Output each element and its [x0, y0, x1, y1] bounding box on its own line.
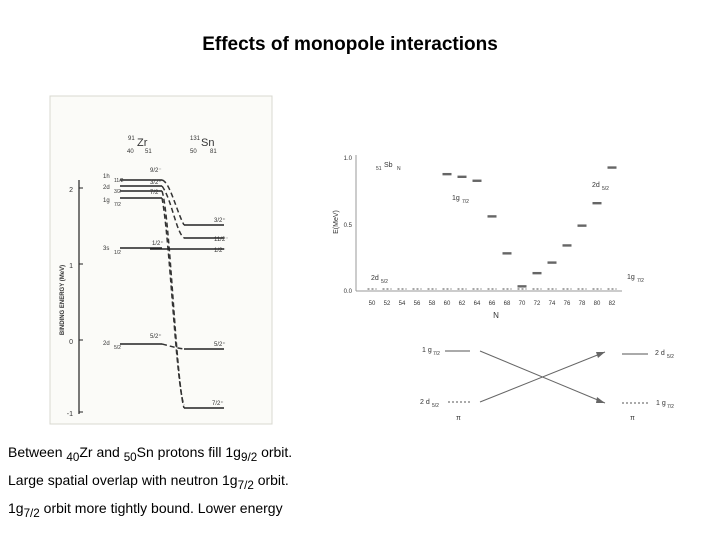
chart-xtick-label: 56 [413, 301, 421, 307]
zr-level-label: 2d [103, 185, 110, 191]
sn-n: 81 [210, 149, 217, 155]
chart-ytick-label: 0.0 [343, 289, 352, 295]
mid-level-label: 7/2⁺ [150, 190, 162, 196]
level-scheme-figure [50, 96, 272, 424]
zr-level-label: 1g [103, 198, 110, 204]
chart-y-axis-label: E(MeV) [333, 210, 340, 234]
chart-ytick-label: 0.5 [343, 223, 352, 229]
crossing-line [480, 352, 605, 402]
sn-level-label: 1/2⁺ [214, 248, 226, 254]
schematic-left-axis-label: π [456, 415, 461, 422]
chart-xtick-label: 66 [488, 301, 496, 307]
y-axis-label: BINDING ENERGY (MeV) [60, 264, 66, 336]
zr-z: 40 [127, 149, 134, 155]
sn-symbol: Sn [201, 137, 215, 149]
mid-level-label: 9/2⁻ [150, 168, 162, 174]
series-label: 2d [592, 182, 600, 189]
svg-text:5/2: 5/2 [114, 345, 121, 351]
chart-xtick-label: 80 [593, 301, 601, 307]
chart-xtick-label: 64 [473, 301, 481, 307]
chart-nucleus-symbol: Sb [384, 162, 393, 169]
sn-level-label: 7/2⁺ [212, 401, 224, 407]
chart-x-axis-label: N [493, 311, 499, 320]
schematic-right-top-label: 2 d [655, 350, 665, 357]
schematic-left-top-label: 1 g [422, 347, 432, 354]
zr-n: 51 [145, 149, 152, 155]
chart-xtick-label: 68 [503, 301, 511, 307]
svg-text:5/2: 5/2 [432, 403, 439, 409]
series-label: 1g [627, 274, 635, 281]
caption [8, 441, 292, 524]
zr-mass-number: 91 [128, 136, 135, 142]
zr-symbol: Zr [137, 137, 148, 149]
sn-level-label: 11/2⁻ [214, 237, 229, 243]
mid-level-label: 1/2⁺ [152, 241, 164, 247]
chart-xtick-label: 62 [458, 301, 466, 307]
svg-text:11/2: 11/2 [114, 178, 124, 184]
figure-frame [50, 96, 272, 424]
page-title: Effects of monopole interactions [202, 34, 498, 55]
svg-text:3/2: 3/2 [114, 189, 121, 195]
zr-level-label: 1h [103, 174, 110, 180]
ytick-label: 0 [69, 339, 73, 346]
chart-xtick-label: 58 [428, 301, 436, 307]
series-label: 1g [452, 195, 460, 202]
schematic-left-bottom-label: 2 d [420, 399, 430, 406]
svg-text:7/2: 7/2 [114, 202, 121, 208]
series-label: 2d [371, 275, 379, 282]
svg-text:5/2: 5/2 [602, 186, 609, 192]
svg-text:5/2: 5/2 [667, 354, 674, 360]
energy-chart [333, 155, 644, 320]
chart-ytick-label: 1.0 [343, 156, 352, 162]
ytick-label: 2 [69, 187, 73, 194]
chart-xtick-label: 82 [608, 301, 616, 307]
schematic-right-axis-label: π [630, 415, 635, 422]
crossing-schematic [420, 347, 674, 422]
svg-text:7/2: 7/2 [462, 199, 469, 205]
schematic-right-bottom-label: 1 g [656, 400, 666, 407]
svg-text:1/2: 1/2 [114, 250, 121, 256]
chart-xtick-label: 76 [563, 301, 571, 307]
zr-level-label: 3s [103, 246, 110, 252]
chart-xtick-label: 52 [383, 301, 391, 307]
caption-line-2: Large spatial overlap with neutron $1g_{7/2}$ orbit. [8, 471, 289, 492]
chart-xtick-label: 70 [518, 301, 526, 307]
sn-level-label: 3/2⁺ [214, 218, 226, 224]
mid-level-label: 5/2⁺ [150, 334, 162, 340]
svg-text:7/2: 7/2 [433, 351, 440, 357]
mid-level-label: 3/2⁺ [150, 180, 162, 186]
chart-xtick-label: 72 [533, 301, 541, 307]
svg-text:5/2: 5/2 [381, 279, 388, 285]
zr-level-label: 2d [103, 341, 110, 347]
ytick-label: -1 [66, 411, 73, 418]
svg-text:7/2: 7/2 [667, 404, 674, 410]
chart-xtick-label: 78 [578, 301, 586, 307]
chart-nucleus-sub: N [397, 166, 401, 172]
sn-level-label: 5/2⁺ [214, 342, 226, 348]
sn-mass-number: 131 [190, 136, 201, 142]
chart-nucleus-mass: 51 [376, 166, 382, 172]
sn-z: 50 [190, 149, 197, 155]
chart-xtick-label: 60 [443, 301, 451, 307]
chart-xtick-label: 50 [368, 301, 376, 307]
caption-line-3: $1g_{7/2}$ orbit more tightly bound. Lower energy [8, 499, 283, 520]
ytick-label: 1 [69, 263, 73, 270]
chart-xtick-label: 74 [548, 301, 556, 307]
caption-line-1: Between $_{40}$Zr and $_{50}$Sn protons fill $1g_{9/2}$ orbit. [8, 444, 293, 464]
svg-text:7/2: 7/2 [637, 278, 644, 284]
chart-xtick-label: 54 [398, 301, 406, 307]
